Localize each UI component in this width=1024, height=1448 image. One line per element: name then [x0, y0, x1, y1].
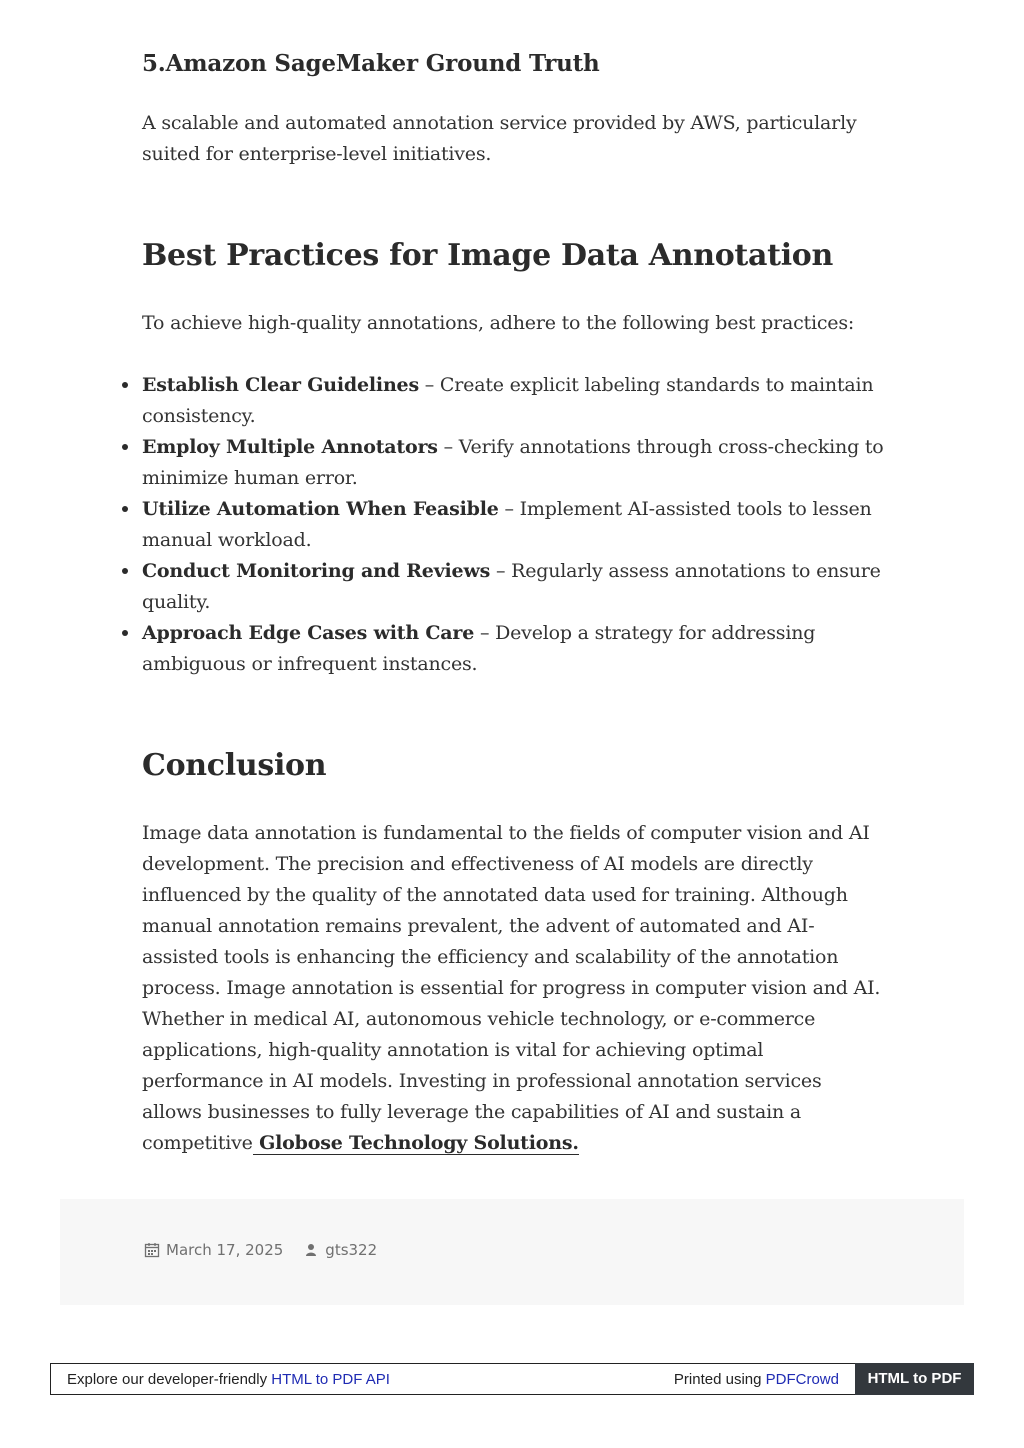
best-practices-heading: Best Practices for Image Data Annotation — [142, 238, 834, 273]
html-to-pdf-button[interactable]: HTML to PDF — [855, 1363, 974, 1395]
list-item-title: Employ Multiple Annotators — [142, 436, 438, 458]
list-item-text: – Regularly assess annotations to ensure quality. — [142, 560, 881, 613]
pdfcrowd-printed-text: Printed using — [673, 1371, 766, 1388]
pdfcrowd-link[interactable]: PDFCrowd — [765, 1371, 839, 1388]
html-to-pdf-api-link[interactable]: HTML to PDF API — [271, 1371, 390, 1388]
list-item — [142, 494, 887, 556]
section-text-sagemaker: A scalable and automated annotation service provided by AWS, particularly suited for enterprise-level initiatives. — [142, 112, 857, 165]
conclusion-text — [142, 818, 887, 1159]
globose-link[interactable]: Globose Technology Solutions. — [252, 1132, 579, 1154]
conclusion-body: Image data annotation is fundamental to the fields of computer vision and AI development. The precision and effectiveness of AI models are directly influenced by the quality of the annotated data used for training. Although manual annotation remains prevalent, the advent of automated and AI-assisted tools is enhancing the efficiency and scalability of the annotation process. Image annotation is essential for progress in computer vision and AI. Whether in medical AI, autonomous vehicle technology, or e-commerce applications, high-quality annotation is vital for achieving optimal performance in AI models. Investing in professional annotation services allows businesses to fully leverage the capabilities of AI and sustain a competitive — [142, 822, 881, 1154]
pdfcrowd-printed — [674, 1371, 839, 1388]
list-item-title: Approach Edge Cases with Care — [142, 622, 475, 644]
best-practices-intro: To achieve high-quality annotations, adhere to the following best practices: — [142, 312, 855, 334]
list-item-title: Establish Clear Guidelines — [142, 374, 419, 396]
list-item — [142, 556, 887, 618]
post-date-link[interactable]: March 17, 2025 — [166, 1241, 284, 1259]
conclusion-heading: Conclusion — [142, 748, 327, 783]
best-practices-list — [142, 370, 887, 680]
post-meta — [60, 1199, 964, 1305]
post-meta-row — [144, 1241, 377, 1259]
list-item — [142, 432, 887, 494]
list-item — [142, 618, 887, 680]
list-item-title: Utilize Automation When Feasible — [142, 498, 499, 520]
user-icon — [303, 1242, 319, 1258]
calendar-icon — [144, 1242, 160, 1258]
pdfcrowd-promo-text: Explore our developer-friendly — [67, 1371, 272, 1388]
list-item — [142, 370, 887, 432]
post-author-link[interactable]: gts322 — [325, 1241, 378, 1259]
pdfcrowd-promo — [67, 1371, 390, 1388]
list-item-text: – Create explicit labeling standards to maintain consistency. — [142, 374, 874, 427]
list-item-title: Conduct Monitoring and Reviews — [142, 560, 491, 582]
list-item-text: – Develop a strategy for addressing ambiguous or infrequent instances. — [142, 622, 816, 675]
list-item-text: – Implement AI-assisted tools to lessen manual workload. — [142, 498, 872, 551]
list-item-text: – Verify annotations through cross-checking to minimize human error. — [142, 436, 884, 489]
section-heading-sagemaker: 5.Amazon SageMaker Ground Truth — [142, 50, 600, 77]
pdfcrowd-bar — [50, 1363, 974, 1395]
article-content — [142, 48, 887, 1159]
